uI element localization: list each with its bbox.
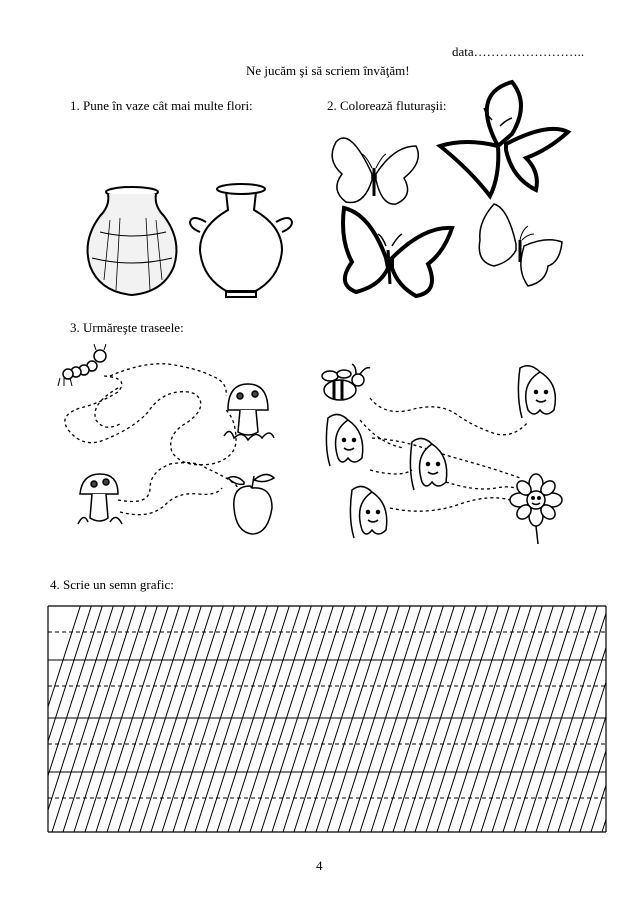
- mushroom-icon: [224, 384, 274, 440]
- task-1-label: 1. Pune în vaze cât mai multe flori:: [70, 98, 253, 113]
- bellflower-icon: [518, 366, 555, 418]
- page-number: 4: [316, 858, 323, 873]
- task-3-label: 3. Urmăreşte traseele:: [70, 320, 184, 335]
- handwriting-grid: [8, 606, 638, 832]
- date-line: data……………………..: [452, 44, 585, 59]
- bellflower-icon: [350, 486, 386, 538]
- butterfly-icon: [343, 208, 452, 296]
- butterfly-icon: [440, 82, 568, 196]
- caterpillar-icon: [58, 344, 106, 386]
- task-4-label: 4. Scrie un semn grafic:: [50, 577, 174, 592]
- butterfly-icon: [479, 204, 562, 286]
- apple-icon: [228, 474, 274, 534]
- slant-line: [624, 606, 638, 832]
- slant-line: [613, 606, 638, 832]
- task-2-label: 2. Colorează fluturaşii:: [327, 98, 447, 113]
- dotted-trace: [360, 398, 528, 511]
- worksheet-title: Ne jucăm şi să scriem învăţăm!: [246, 63, 410, 78]
- slant-line: [602, 606, 638, 832]
- bellflower-icon: [410, 438, 446, 490]
- mushroom-icon: [78, 474, 122, 524]
- bee-icon: [322, 364, 370, 400]
- butterfly-icon: [332, 138, 418, 204]
- bellflower-icon: [326, 414, 362, 466]
- amphora-vase-icon: [190, 184, 292, 297]
- round-vase-icon: [88, 187, 177, 295]
- daisy-icon: [510, 474, 562, 544]
- slant-line: [591, 606, 638, 832]
